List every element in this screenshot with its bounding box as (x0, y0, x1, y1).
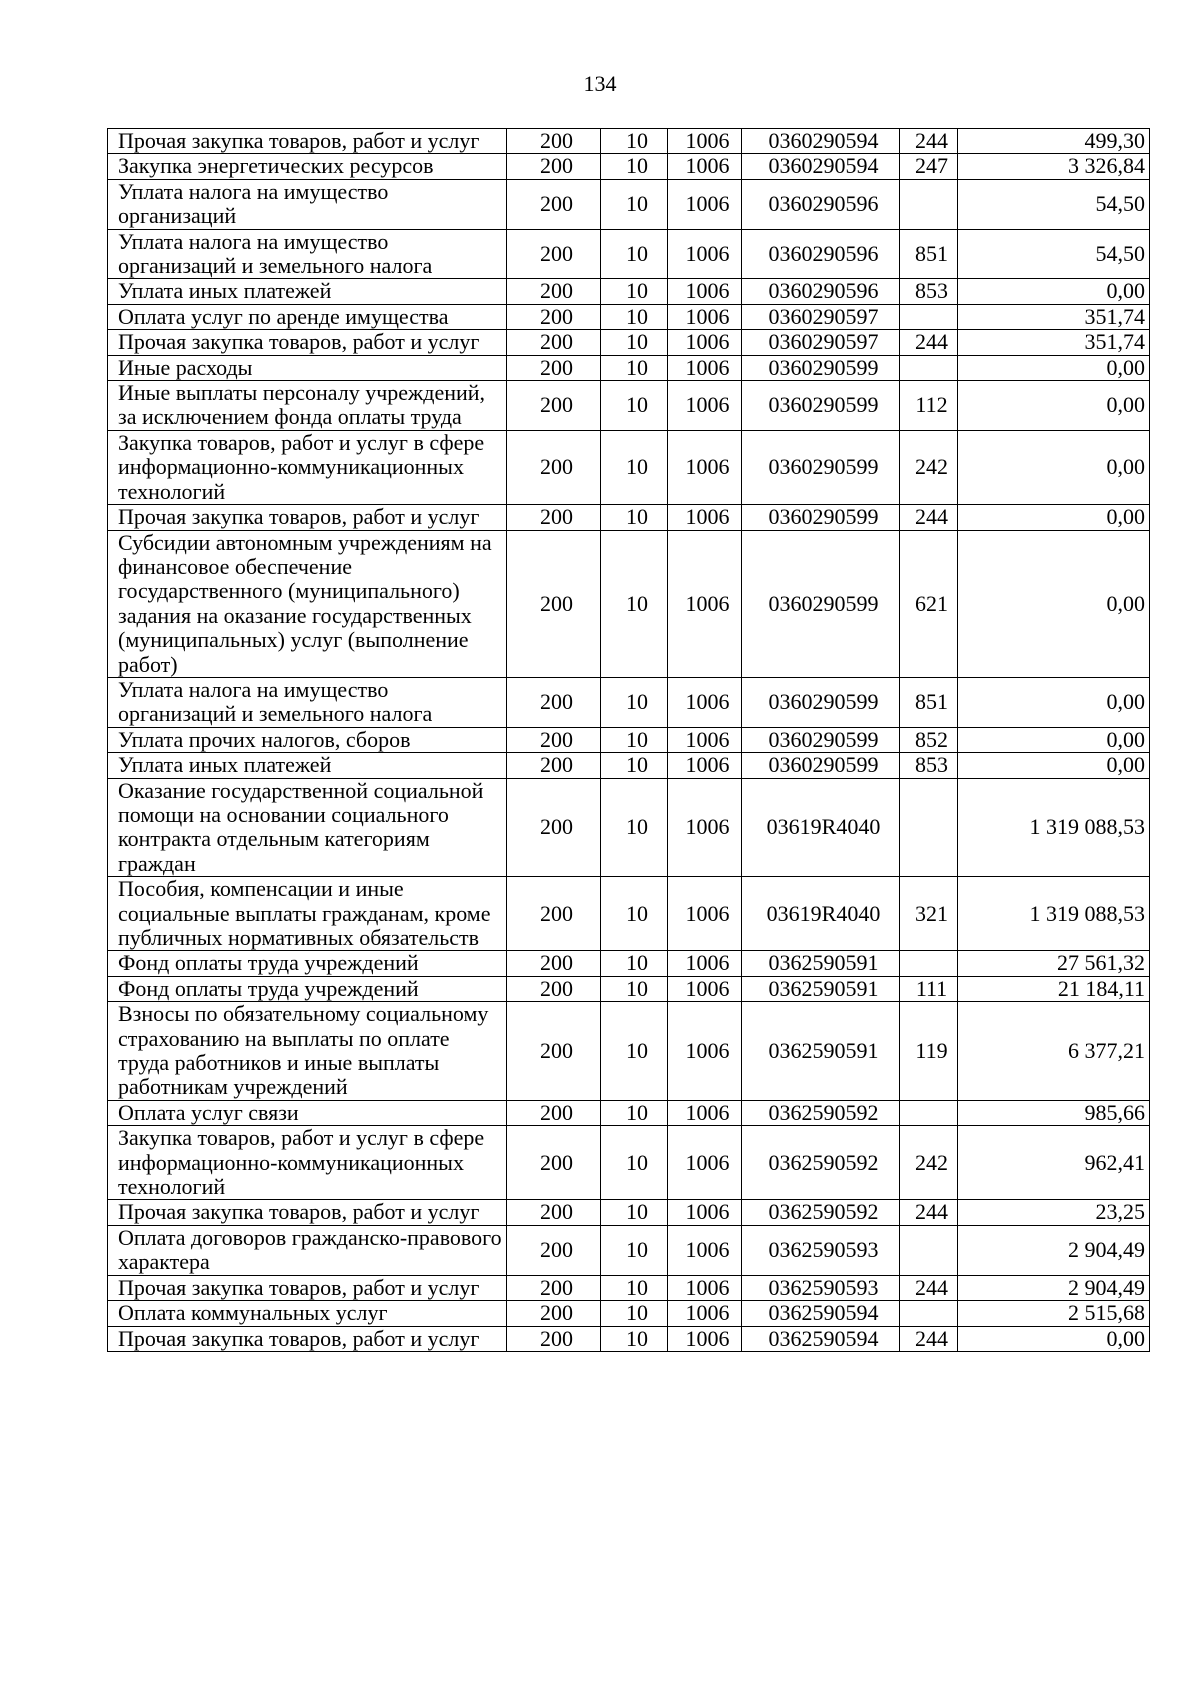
row-section-cell: 10 (601, 304, 668, 329)
row-expense-type-cell (900, 1100, 958, 1125)
row-subsection-cell: 1006 (668, 430, 742, 504)
row-name-cell: Субсидии автономным учреждениям на финансовое обеспечение государственного (муниципального) задания на оказание государственных (муниципальных) услуг (выполнение работ) (108, 530, 507, 677)
row-amount-cell: 0,00 (958, 279, 1150, 304)
row-amount-cell: 27 561,32 (958, 951, 1150, 976)
table-row (108, 1326, 1150, 1351)
table-row (108, 1126, 1150, 1200)
table-row (108, 530, 1150, 677)
row-section-cell: 10 (601, 951, 668, 976)
row-amount-cell: 0,00 (958, 505, 1150, 530)
row-section-cell: 10 (601, 677, 668, 727)
table-row (108, 677, 1150, 727)
row-section-cell: 10 (601, 877, 668, 951)
row-subsection-cell: 1006 (668, 753, 742, 778)
row-target-article-cell: 0360290594 (742, 154, 900, 179)
row-grbs-cell: 200 (507, 727, 601, 752)
row-expense-type-cell (900, 778, 958, 877)
row-target-article-cell: 0360290599 (742, 430, 900, 504)
row-section-cell: 10 (601, 778, 668, 877)
row-target-article-cell: 0360290599 (742, 505, 900, 530)
row-target-article-cell: 0362590591 (742, 951, 900, 976)
row-section-cell: 10 (601, 1275, 668, 1300)
row-section-cell: 10 (601, 129, 668, 154)
row-grbs-cell: 200 (507, 1002, 601, 1101)
row-name-cell: Уплата налога на имущество организаций и земельного налога (108, 677, 507, 727)
row-amount-cell: 23,25 (958, 1200, 1150, 1225)
row-section-cell: 10 (601, 355, 668, 380)
row-expense-type-cell (900, 304, 958, 329)
row-grbs-cell: 200 (507, 229, 601, 279)
row-target-article-cell: 0362590593 (742, 1225, 900, 1275)
budget-table (107, 128, 1150, 1352)
table-row (108, 753, 1150, 778)
row-grbs-cell: 200 (507, 530, 601, 677)
row-section-cell: 10 (601, 505, 668, 530)
row-grbs-cell: 200 (507, 381, 601, 431)
row-grbs-cell: 200 (507, 677, 601, 727)
row-grbs-cell: 200 (507, 1275, 601, 1300)
row-amount-cell: 0,00 (958, 1326, 1150, 1351)
table-row (108, 154, 1150, 179)
table-row (108, 1301, 1150, 1326)
row-expense-type-cell: 851 (900, 677, 958, 727)
row-section-cell: 10 (601, 279, 668, 304)
row-name-cell: Взносы по обязательному социальному страхованию на выплаты по оплате труда работников и иные выплаты работникам учреждений (108, 1002, 507, 1101)
table-row (108, 778, 1150, 877)
row-expense-type-cell: 244 (900, 1200, 958, 1225)
row-subsection-cell: 1006 (668, 877, 742, 951)
table-row (108, 304, 1150, 329)
row-expense-type-cell: 853 (900, 753, 958, 778)
row-target-article-cell: 0362590594 (742, 1326, 900, 1351)
row-expense-type-cell (900, 1301, 958, 1326)
row-name-cell: Прочая закупка товаров, работ и услуг (108, 1275, 507, 1300)
row-expense-type-cell: 851 (900, 229, 958, 279)
row-expense-type-cell: 112 (900, 381, 958, 431)
row-section-cell: 10 (601, 1100, 668, 1125)
row-grbs-cell: 200 (507, 976, 601, 1001)
row-subsection-cell: 1006 (668, 1126, 742, 1200)
row-grbs-cell: 200 (507, 355, 601, 380)
row-amount-cell: 2 904,49 (958, 1275, 1150, 1300)
row-section-cell: 10 (601, 430, 668, 504)
table-row (108, 279, 1150, 304)
row-subsection-cell: 1006 (668, 154, 742, 179)
row-name-cell: Прочая закупка товаров, работ и услуг (108, 1326, 507, 1351)
row-grbs-cell: 200 (507, 430, 601, 504)
row-grbs-cell: 200 (507, 129, 601, 154)
row-expense-type-cell: 853 (900, 279, 958, 304)
row-expense-type-cell: 119 (900, 1002, 958, 1101)
row-name-cell: Оплата договоров гражданско-правового характера (108, 1225, 507, 1275)
row-name-cell: Закупка товаров, работ и услуг в сфере информационно-коммуникационных технологий (108, 1126, 507, 1200)
row-name-cell: Оплата услуг по аренде имущества (108, 304, 507, 329)
row-grbs-cell: 200 (507, 1301, 601, 1326)
row-subsection-cell: 1006 (668, 727, 742, 752)
row-target-article-cell: 0360290597 (742, 304, 900, 329)
row-subsection-cell: 1006 (668, 381, 742, 431)
table-row (108, 727, 1150, 752)
row-expense-type-cell: 242 (900, 1126, 958, 1200)
row-subsection-cell: 1006 (668, 1301, 742, 1326)
row-amount-cell: 351,74 (958, 304, 1150, 329)
row-amount-cell: 985,66 (958, 1100, 1150, 1125)
row-target-article-cell: 0360290599 (742, 530, 900, 677)
row-grbs-cell: 200 (507, 279, 601, 304)
row-target-article-cell: 0360290596 (742, 279, 900, 304)
row-target-article-cell: 0362590593 (742, 1275, 900, 1300)
budget-table-body (108, 129, 1150, 1352)
row-amount-cell: 0,00 (958, 530, 1150, 677)
row-grbs-cell: 200 (507, 1200, 601, 1225)
row-grbs-cell: 200 (507, 1100, 601, 1125)
table-row (108, 505, 1150, 530)
row-target-article-cell: 0360290599 (742, 753, 900, 778)
row-subsection-cell: 1006 (668, 976, 742, 1001)
row-expense-type-cell (900, 951, 958, 976)
row-name-cell: Уплата прочих налогов, сборов (108, 727, 507, 752)
row-grbs-cell: 200 (507, 778, 601, 877)
row-name-cell: Иные расходы (108, 355, 507, 380)
table-row (108, 330, 1150, 355)
table-row (108, 1200, 1150, 1225)
table-row (108, 1002, 1150, 1101)
row-name-cell: Уплата иных платежей (108, 753, 507, 778)
row-target-article-cell: 0360290599 (742, 677, 900, 727)
row-target-article-cell: 0362590591 (742, 1002, 900, 1101)
row-section-cell: 10 (601, 1225, 668, 1275)
row-grbs-cell: 200 (507, 1126, 601, 1200)
row-amount-cell: 21 184,11 (958, 976, 1150, 1001)
table-row (108, 381, 1150, 431)
row-target-article-cell: 0362590591 (742, 976, 900, 1001)
row-name-cell: Прочая закупка товаров, работ и услуг (108, 129, 507, 154)
row-name-cell: Фонд оплаты труда учреждений (108, 951, 507, 976)
row-subsection-cell: 1006 (668, 1200, 742, 1225)
row-subsection-cell: 1006 (668, 505, 742, 530)
table-row (108, 976, 1150, 1001)
row-expense-type-cell: 244 (900, 330, 958, 355)
row-grbs-cell: 200 (507, 877, 601, 951)
row-section-cell: 10 (601, 229, 668, 279)
row-grbs-cell: 200 (507, 154, 601, 179)
row-expense-type-cell: 852 (900, 727, 958, 752)
row-section-cell: 10 (601, 1002, 668, 1101)
row-expense-type-cell: 244 (900, 505, 958, 530)
row-target-article-cell: 0360290596 (742, 229, 900, 279)
row-name-cell: Уплата иных платежей (108, 279, 507, 304)
row-subsection-cell: 1006 (668, 1225, 742, 1275)
row-section-cell: 10 (601, 1301, 668, 1326)
row-expense-type-cell: 244 (900, 1326, 958, 1351)
row-section-cell: 10 (601, 154, 668, 179)
row-target-article-cell: 0360290594 (742, 129, 900, 154)
row-subsection-cell: 1006 (668, 304, 742, 329)
row-target-article-cell: 0362590592 (742, 1126, 900, 1200)
row-target-article-cell: 0362590594 (742, 1301, 900, 1326)
row-subsection-cell: 1006 (668, 279, 742, 304)
row-amount-cell: 0,00 (958, 381, 1150, 431)
row-subsection-cell: 1006 (668, 229, 742, 279)
row-amount-cell: 2 515,68 (958, 1301, 1150, 1326)
row-amount-cell: 0,00 (958, 677, 1150, 727)
row-subsection-cell: 1006 (668, 778, 742, 877)
row-name-cell: Оказание государственной социальной помощи на основании социального контракта отдельным категориям граждан (108, 778, 507, 877)
row-grbs-cell: 200 (507, 753, 601, 778)
row-name-cell: Фонд оплаты труда учреждений (108, 976, 507, 1001)
row-name-cell: Оплата услуг связи (108, 1100, 507, 1125)
row-target-article-cell: 0360290599 (742, 355, 900, 380)
row-amount-cell: 351,74 (958, 330, 1150, 355)
table-row (108, 951, 1150, 976)
row-name-cell: Закупка энергетических ресурсов (108, 154, 507, 179)
row-section-cell: 10 (601, 330, 668, 355)
row-amount-cell: 0,00 (958, 753, 1150, 778)
table-row (108, 1100, 1150, 1125)
row-subsection-cell: 1006 (668, 677, 742, 727)
row-amount-cell: 499,30 (958, 129, 1150, 154)
row-section-cell: 10 (601, 179, 668, 229)
row-subsection-cell: 1006 (668, 129, 742, 154)
row-expense-type-cell: 247 (900, 154, 958, 179)
row-name-cell: Прочая закупка товаров, работ и услуг (108, 505, 507, 530)
row-subsection-cell: 1006 (668, 1275, 742, 1300)
row-section-cell: 10 (601, 530, 668, 677)
row-amount-cell: 962,41 (958, 1126, 1150, 1200)
table-row (108, 229, 1150, 279)
row-name-cell: Прочая закупка товаров, работ и услуг (108, 1200, 507, 1225)
row-section-cell: 10 (601, 1126, 668, 1200)
row-amount-cell: 54,50 (958, 179, 1150, 229)
row-target-article-cell: 0360290596 (742, 179, 900, 229)
row-expense-type-cell: 244 (900, 129, 958, 154)
row-amount-cell: 54,50 (958, 229, 1150, 279)
row-name-cell: Оплата коммунальных услуг (108, 1301, 507, 1326)
row-amount-cell: 0,00 (958, 727, 1150, 752)
row-expense-type-cell (900, 179, 958, 229)
table-row (108, 430, 1150, 504)
row-name-cell: Пособия, компенсации и иные социальные выплаты гражданам, кроме публичных нормативных обязательств (108, 877, 507, 951)
table-row (108, 129, 1150, 154)
row-amount-cell: 0,00 (958, 430, 1150, 504)
row-target-article-cell: 03619R4040 (742, 778, 900, 877)
row-expense-type-cell: 111 (900, 976, 958, 1001)
row-grbs-cell: 200 (507, 179, 601, 229)
row-amount-cell: 1 319 088,53 (958, 778, 1150, 877)
row-target-article-cell: 0360290597 (742, 330, 900, 355)
row-subsection-cell: 1006 (668, 1002, 742, 1101)
row-section-cell: 10 (601, 753, 668, 778)
row-subsection-cell: 1006 (668, 330, 742, 355)
table-row (108, 1275, 1150, 1300)
row-expense-type-cell: 242 (900, 430, 958, 504)
page-number: 134 (583, 71, 617, 96)
table-row (108, 355, 1150, 380)
row-section-cell: 10 (601, 381, 668, 431)
row-target-article-cell: 0362590592 (742, 1200, 900, 1225)
row-subsection-cell: 1006 (668, 1326, 742, 1351)
row-name-cell: Уплата налога на имущество организаций (108, 179, 507, 229)
row-name-cell: Уплата налога на имущество организаций и земельного налога (108, 229, 507, 279)
row-expense-type-cell (900, 355, 958, 380)
row-section-cell: 10 (601, 976, 668, 1001)
row-name-cell: Прочая закупка товаров, работ и услуг (108, 330, 507, 355)
row-grbs-cell: 200 (507, 1225, 601, 1275)
row-subsection-cell: 1006 (668, 179, 742, 229)
row-expense-type-cell: 621 (900, 530, 958, 677)
row-target-article-cell: 0360290599 (742, 727, 900, 752)
row-grbs-cell: 200 (507, 330, 601, 355)
row-amount-cell: 1 319 088,53 (958, 877, 1150, 951)
row-subsection-cell: 1006 (668, 1100, 742, 1125)
row-amount-cell: 3 326,84 (958, 154, 1150, 179)
row-grbs-cell: 200 (507, 505, 601, 530)
table-row (108, 179, 1150, 229)
row-target-article-cell: 0362590592 (742, 1100, 900, 1125)
row-target-article-cell: 0360290599 (742, 381, 900, 431)
row-expense-type-cell: 321 (900, 877, 958, 951)
table-row (108, 877, 1150, 951)
row-expense-type-cell: 244 (900, 1275, 958, 1300)
row-grbs-cell: 200 (507, 304, 601, 329)
row-grbs-cell: 200 (507, 951, 601, 976)
row-expense-type-cell (900, 1225, 958, 1275)
row-section-cell: 10 (601, 727, 668, 752)
row-amount-cell: 2 904,49 (958, 1225, 1150, 1275)
row-name-cell: Закупка товаров, работ и услуг в сфере информационно-коммуникационных технологий (108, 430, 507, 504)
row-grbs-cell: 200 (507, 1326, 601, 1351)
row-amount-cell: 6 377,21 (958, 1002, 1150, 1101)
row-subsection-cell: 1006 (668, 530, 742, 677)
row-name-cell: Иные выплаты персоналу учреждений, за исключением фонда оплаты труда (108, 381, 507, 431)
row-section-cell: 10 (601, 1326, 668, 1351)
row-subsection-cell: 1006 (668, 355, 742, 380)
row-target-article-cell: 03619R4040 (742, 877, 900, 951)
table-row (108, 1225, 1150, 1275)
row-section-cell: 10 (601, 1200, 668, 1225)
row-subsection-cell: 1006 (668, 951, 742, 976)
row-amount-cell: 0,00 (958, 355, 1150, 380)
